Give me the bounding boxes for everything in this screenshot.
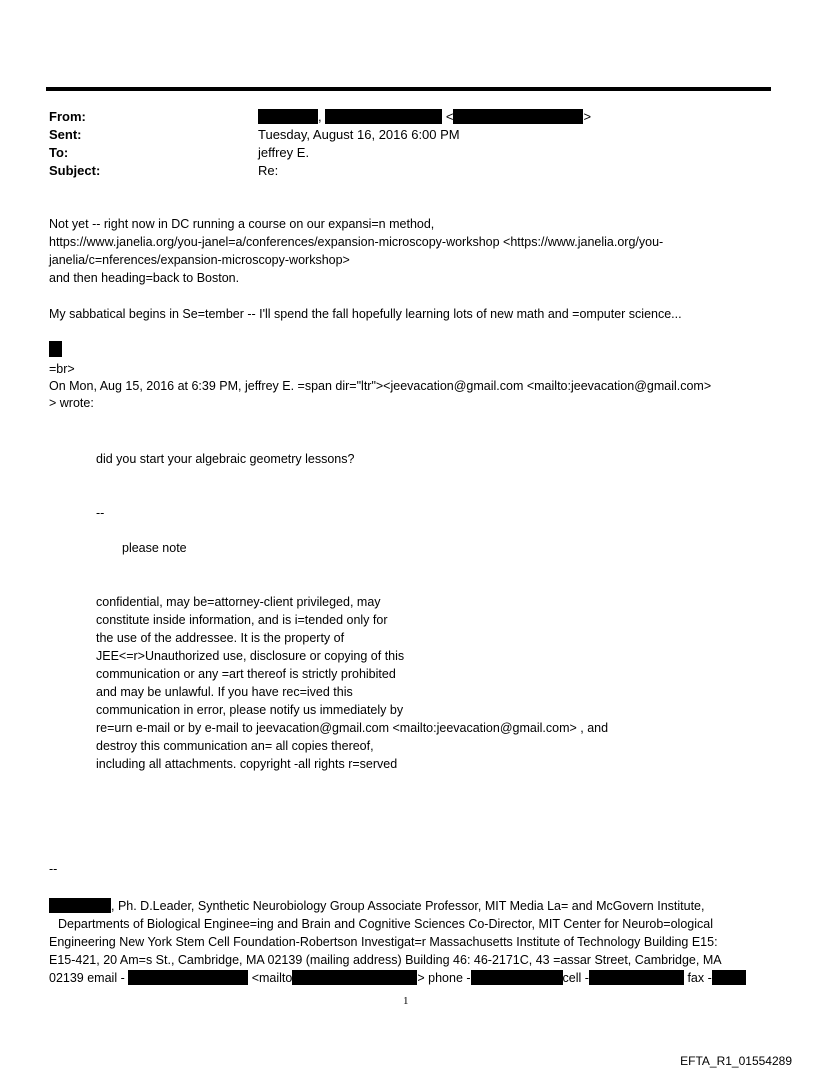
notice-line: JEE<=r>Unauthorized use, disclosure or copying of this: [96, 649, 405, 663]
redaction: [49, 898, 111, 913]
sent-value: Tuesday, August 16, 2016 6:00 PM: [258, 127, 460, 142]
please-note: please note: [122, 541, 187, 555]
body-line: =br>: [49, 362, 75, 376]
redaction: [453, 109, 583, 124]
redaction: [589, 970, 684, 985]
signature-line: [49, 897, 704, 915]
body-line: My sabbatical begins in Se=tember -- I'll spend the fall hopefully learning lots of new math and =omputer science...: [49, 307, 682, 321]
body-line: https://www.janelia.org/you-janel=a/conferences/expansion-microscopy-workshop <https://www.janelia.org/you-: [49, 235, 664, 249]
redaction: [49, 341, 62, 357]
signature-line: Engineering New York Stem Cell Foundation-Robertson Investigat=r Massachusetts Institute of Technology Building E15:: [49, 935, 718, 949]
header-divider: [46, 87, 771, 91]
subject-label: Subject:: [49, 163, 101, 178]
email-label: 02139 email -: [49, 971, 125, 985]
signature-line: Departments of Biological Enginee=ing and Brain and Cognitive Sciences Co-Director, MIT Center for Neurob=ological: [58, 917, 713, 931]
body-line: and then heading=back to Boston.: [49, 271, 240, 285]
signature-dashes: --: [49, 862, 58, 876]
phone-label: > phone -: [417, 971, 471, 985]
notice-line: confidential, may be=attorney-client privileged, may: [96, 595, 381, 609]
from-separator: >: [583, 109, 592, 124]
from-separator: ,: [318, 109, 322, 124]
notice-line: communication in error, please notify us immediately by: [96, 703, 404, 717]
cell-label: cell -: [562, 971, 589, 985]
notice-line: re=urn e-mail or by e-mail to jeevacation@gmail.com <mailto:jeevacation@gmail.com> , and: [96, 721, 609, 735]
subject-value: Re:: [258, 163, 279, 178]
signature-line: E15-421, 20 Am=s St., Cambridge, MA 02139 (mailing address) Building 46: 46-2171C, 43 =assar Street, Cambridge, MA: [49, 953, 722, 967]
from-separator: <: [445, 109, 454, 124]
signature-text: , Ph. D.Leader, Synthetic Neurobiology Group Associate Professor, MIT Media La= and McGovern Institute,: [111, 899, 705, 913]
from-value: [258, 108, 591, 126]
document-id: EFTA_R1_01554289: [680, 1054, 792, 1068]
page-number: 1: [403, 995, 409, 1007]
notice-line: the use of the addressee. It is the property of: [96, 631, 345, 645]
sent-label: Sent:: [49, 127, 82, 142]
notice-line: and may be unlawful. If you have rec=ived this: [96, 685, 353, 699]
quoted-dashes: --: [96, 506, 105, 520]
to-label: To:: [49, 145, 69, 160]
body-line: Not yet -- right now in DC running a course on our expansi=n method,: [49, 217, 435, 231]
body-line: > wrote:: [49, 396, 94, 410]
redaction: [258, 109, 318, 124]
notice-line: destroy this communication an= all copies thereof,: [96, 739, 374, 753]
fax-label: fax -: [687, 971, 712, 985]
from-label: From:: [49, 109, 86, 124]
mailto-label: <mailto: [251, 971, 293, 985]
redaction: [292, 970, 417, 985]
redaction: [471, 970, 563, 985]
notice-line: communication or any =art thereof is strictly prohibited: [96, 667, 396, 681]
to-value: jeffrey E.: [258, 145, 310, 160]
redaction: [128, 970, 248, 985]
body-line: On Mon, Aug 15, 2016 at 6:39 PM, jeffrey E. =span dir="ltr"><jeevacation@gmail.com <mailto:jeevacation@gmail.com>: [49, 379, 712, 393]
quoted-question: did you start your algebraic geometry lessons?: [96, 452, 355, 466]
notice-line: constitute inside information, and is i=tended only for: [96, 613, 388, 627]
redaction: [325, 109, 442, 124]
body-line: janelia/c=nferences/expansion-microscopy-workshop>: [49, 253, 350, 267]
signature-contact-line: [49, 969, 746, 987]
notice-line: including all attachments. copyright -all rights r=served: [96, 757, 398, 771]
redaction: [712, 970, 746, 985]
